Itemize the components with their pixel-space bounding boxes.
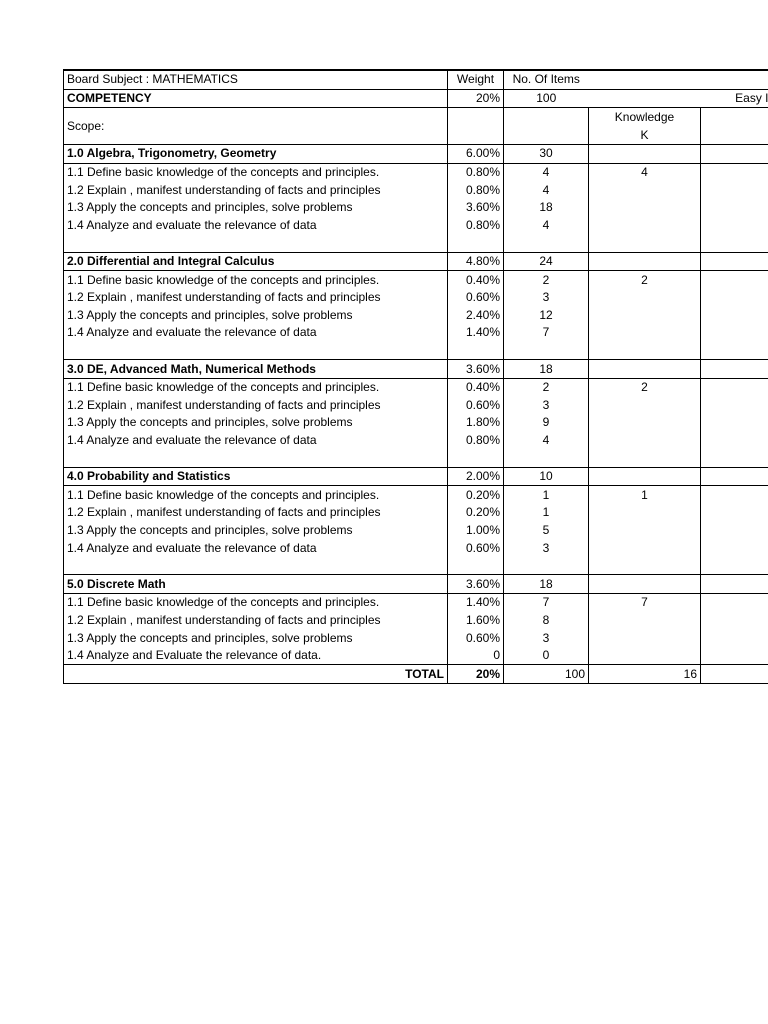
- item-knowledge: [589, 307, 701, 325]
- item-count: 4: [504, 181, 589, 199]
- competency-item-row: [64, 378, 768, 396]
- competency-item-row: [64, 522, 768, 540]
- spacer-row: [64, 234, 768, 252]
- item-weight: 0.80%: [448, 432, 504, 450]
- item-knowledge: [589, 324, 701, 342]
- item-weight: 0.80%: [448, 217, 504, 235]
- item-knowledge: [589, 217, 701, 235]
- item-label: 1.4 Analyze and Evaluate the relevance of data.: [64, 647, 448, 665]
- item-count: 8: [504, 612, 589, 630]
- item-knowledge: 1: [589, 486, 701, 504]
- section-weight: 3.60%: [448, 575, 504, 594]
- item-label: 1.4 Analyze and evaluate the relevance of data: [64, 539, 448, 557]
- item-knowledge: [589, 629, 701, 647]
- item-label: 1.2 Explain , manifest understanding of facts and principles: [64, 289, 448, 307]
- section-title: 3.0 DE, Advanced Math, Numerical Methods: [64, 360, 448, 379]
- item-weight: 0.20%: [448, 504, 504, 522]
- item-count: 18: [504, 199, 589, 217]
- spacer-row: [64, 557, 768, 575]
- section-items: 18: [504, 360, 589, 379]
- item-count: 3: [504, 629, 589, 647]
- item-count: 2: [504, 271, 589, 289]
- item-label: 1.2 Explain , manifest understanding of facts and principles: [64, 504, 448, 522]
- section-header-row: [64, 575, 768, 594]
- competency-row: [64, 89, 768, 108]
- item-weight: 0.40%: [448, 378, 504, 396]
- competency-item-row: [64, 217, 768, 235]
- item-count: 5: [504, 522, 589, 540]
- competency-item-row: [64, 181, 768, 199]
- item-weight: 0.40%: [448, 271, 504, 289]
- section-items: 18: [504, 575, 589, 594]
- item-knowledge: [589, 612, 701, 630]
- competency-item-row: [64, 414, 768, 432]
- competency-item-row: [64, 307, 768, 325]
- item-label: 1.1 Define basic knowledge of the concepts and principles.: [64, 378, 448, 396]
- competency-item-row: [64, 199, 768, 217]
- section-weight: 2.00%: [448, 467, 504, 486]
- item-count: 1: [504, 486, 589, 504]
- item-label: 1.3 Apply the concepts and principles, solve problems: [64, 414, 448, 432]
- competency-item-row: [64, 324, 768, 342]
- item-knowledge: [589, 289, 701, 307]
- competency-item-row: [64, 629, 768, 647]
- item-weight: 0.60%: [448, 539, 504, 557]
- section-title: 2.0 Differential and Integral Calculus: [64, 252, 448, 271]
- item-knowledge: [589, 181, 701, 199]
- item-knowledge: [589, 539, 701, 557]
- item-label: 1.1 Define basic knowledge of the concepts and principles.: [64, 594, 448, 612]
- competency-item-row: [64, 271, 768, 289]
- item-count: 12: [504, 307, 589, 325]
- item-weight: 1.40%: [448, 594, 504, 612]
- item-label: 1.3 Apply the concepts and principles, solve problems: [64, 522, 448, 540]
- item-knowledge: 7: [589, 594, 701, 612]
- item-knowledge: 2: [589, 378, 701, 396]
- item-label: 1.4 Analyze and evaluate the relevance of data: [64, 432, 448, 450]
- section-weight: 4.80%: [448, 252, 504, 271]
- item-weight: 3.60%: [448, 199, 504, 217]
- item-label: 1.3 Apply the concepts and principles, solve problems: [64, 629, 448, 647]
- section-items: 30: [504, 145, 589, 164]
- section-title: 4.0 Probability and Statistics: [64, 467, 448, 486]
- item-weight: 0.20%: [448, 486, 504, 504]
- section-items: 24: [504, 252, 589, 271]
- board-subject: Board Subject : MATHEMATICS: [64, 70, 448, 89]
- item-knowledge: [589, 199, 701, 217]
- item-weight: 0.60%: [448, 629, 504, 647]
- items-header: No. Of Items: [504, 70, 589, 89]
- knowledge-header: [589, 108, 701, 145]
- competency-item-row: [64, 504, 768, 522]
- competency-weight: 20%: [448, 89, 504, 108]
- item-count: 0: [504, 647, 589, 665]
- item-knowledge: [589, 647, 701, 665]
- section-header-row: [64, 252, 768, 271]
- section-weight: 3.60%: [448, 360, 504, 379]
- item-knowledge: 2: [589, 271, 701, 289]
- section-title: 1.0 Algebra, Trigonometry, Geometry: [64, 145, 448, 164]
- item-label: 1.3 Apply the concepts and principles, solve problems: [64, 199, 448, 217]
- item-weight: 1.80%: [448, 414, 504, 432]
- item-knowledge: [589, 397, 701, 415]
- item-knowledge: [589, 522, 701, 540]
- item-label: 1.2 Explain , manifest understanding of facts and principles: [64, 181, 448, 199]
- item-count: 7: [504, 594, 589, 612]
- competency-item-row: [64, 594, 768, 612]
- item-count: 7: [504, 324, 589, 342]
- section-weight: 6.00%: [448, 145, 504, 164]
- section-title: 5.0 Discrete Math: [64, 575, 448, 594]
- item-knowledge: [589, 414, 701, 432]
- item-label: 1.4 Analyze and evaluate the relevance of data: [64, 324, 448, 342]
- competency-items: 100: [504, 89, 589, 108]
- item-count: 9: [504, 414, 589, 432]
- item-weight: 2.40%: [448, 307, 504, 325]
- item-weight: 0: [448, 647, 504, 665]
- header-row: [64, 70, 768, 89]
- weight-header: Weight: [448, 70, 504, 89]
- competency-item-row: [64, 647, 768, 665]
- item-label: 1.3 Apply the concepts and principles, solve problems: [64, 307, 448, 325]
- total-knowledge: 16: [589, 665, 701, 684]
- competency-item-row: [64, 486, 768, 504]
- spreadsheet-table: [63, 69, 768, 684]
- item-label: 1.1 Define basic knowledge of the concepts and principles.: [64, 271, 448, 289]
- competency-item-row: [64, 397, 768, 415]
- section-header-row: [64, 145, 768, 164]
- total-items: 100: [504, 665, 589, 684]
- competency-item-row: [64, 432, 768, 450]
- competency-item-row: [64, 163, 768, 181]
- knowledge-label: Knowledge: [614, 110, 675, 125]
- section-items: 10: [504, 467, 589, 486]
- item-count: 4: [504, 163, 589, 181]
- item-label: 1.2 Explain , manifest understanding of facts and principles: [64, 397, 448, 415]
- item-count: 3: [504, 289, 589, 307]
- item-weight: 0.60%: [448, 397, 504, 415]
- section-header-row: [64, 360, 768, 379]
- section-header-row: [64, 467, 768, 486]
- item-knowledge: [589, 432, 701, 450]
- scope-row: [64, 108, 768, 145]
- item-weight: 0.80%: [448, 163, 504, 181]
- total-label: TOTAL: [64, 665, 448, 684]
- spacer-row: [64, 449, 768, 467]
- competency-item-row: [64, 289, 768, 307]
- item-weight: 0.80%: [448, 181, 504, 199]
- total-weight: 20%: [448, 665, 504, 684]
- item-count: 4: [504, 432, 589, 450]
- item-label: 1.2 Explain , manifest understanding of facts and principles: [64, 612, 448, 630]
- spacer-row: [64, 342, 768, 360]
- item-weight: 0.60%: [448, 289, 504, 307]
- item-count: 3: [504, 539, 589, 557]
- item-weight: 1.00%: [448, 522, 504, 540]
- item-label: 1.1 Define basic knowledge of the concepts and principles.: [64, 163, 448, 181]
- item-knowledge: 4: [589, 163, 701, 181]
- competency-label: COMPETENCY: [64, 89, 448, 108]
- item-weight: 1.60%: [448, 612, 504, 630]
- competency-item-row: [64, 539, 768, 557]
- item-weight: 1.40%: [448, 324, 504, 342]
- item-count: 4: [504, 217, 589, 235]
- item-label: 1.4 Analyze and evaluate the relevance of data: [64, 217, 448, 235]
- item-count: 1: [504, 504, 589, 522]
- item-count: 2: [504, 378, 589, 396]
- competency-item-row: [64, 612, 768, 630]
- knowledge-k-label: K: [640, 128, 649, 143]
- item-count: 3: [504, 397, 589, 415]
- total-row: [64, 665, 768, 684]
- scope-label: Scope:: [64, 108, 448, 145]
- item-knowledge: [589, 504, 701, 522]
- easy-header: Easy I: [589, 89, 768, 108]
- item-label: 1.1 Define basic knowledge of the concepts and principles.: [64, 486, 448, 504]
